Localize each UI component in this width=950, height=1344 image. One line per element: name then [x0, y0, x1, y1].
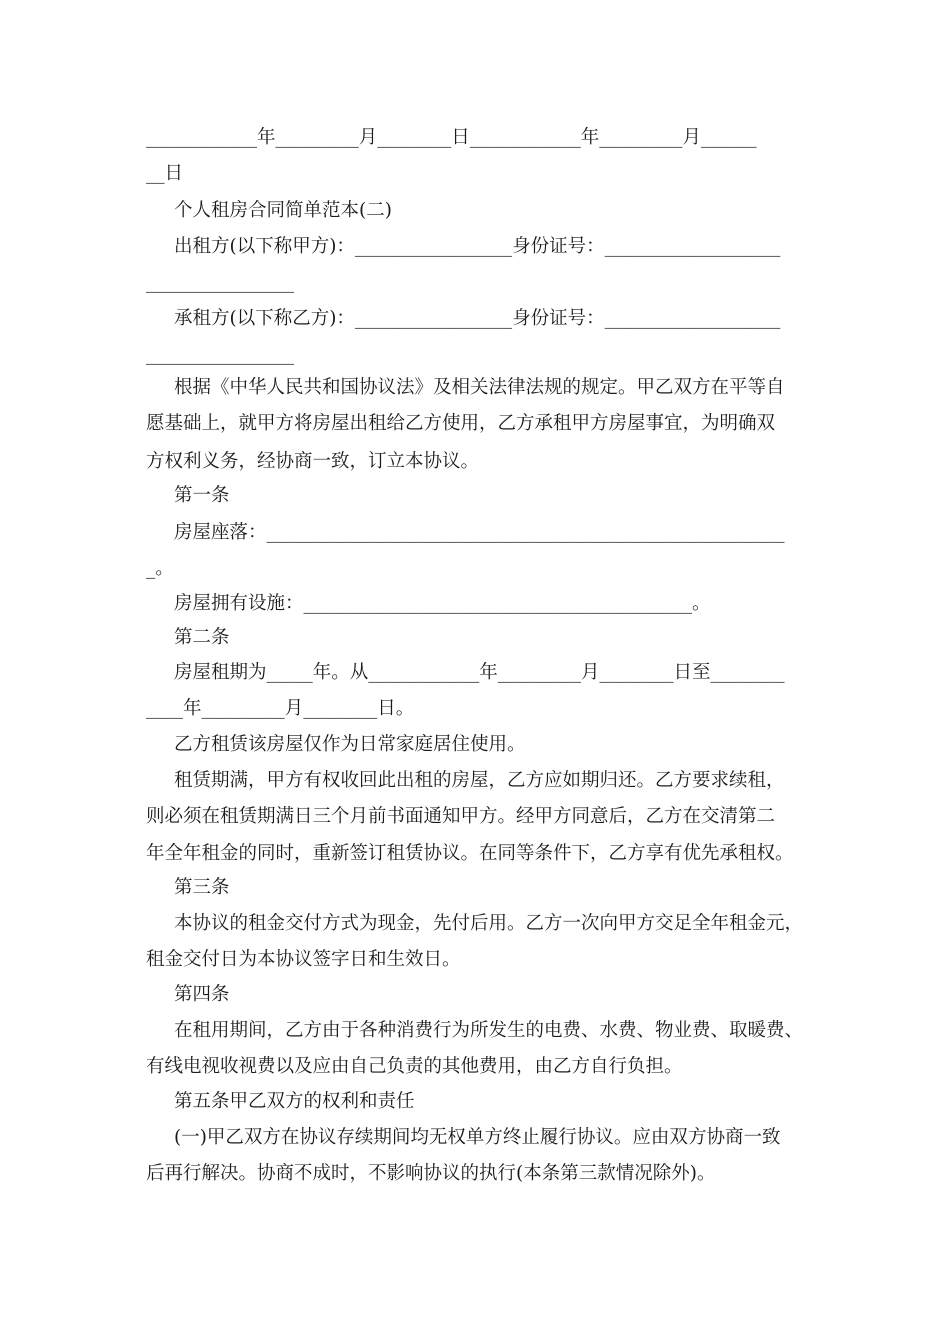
lease-term-line-1: 房屋租期为_____年。从____________年_________月________日至________ — [174, 662, 785, 683]
article-4-heading: 第四条 — [174, 984, 230, 1005]
article-1-heading: 第一条 — [174, 485, 230, 506]
preamble-line-3: 方权利义务，经协商一致，订立本协议。 — [146, 451, 480, 472]
date-line-continued: __日 — [146, 163, 184, 184]
renewal-line-3: 年全年租金的同时，重新签订租赁协议。在同等条件下，乙方享有优先承租权。 — [146, 843, 794, 864]
residential-use: 乙方租赁该房屋仅作为日常家庭居住使用。 — [174, 734, 526, 755]
renewal-line-2: 则必须在租赁期满日三个月前书面通知甲方。经甲方同意后，乙方在交清第二 — [146, 806, 776, 827]
article-2-heading: 第二条 — [174, 627, 230, 648]
preamble-line-2: 愿基础上，就甲方将房屋出租给乙方使用，乙方承租甲方房屋事宜，为明确双 — [146, 413, 776, 434]
payment-line-1: 本协议的租金交付方式为现金，先付后用。乙方一次向甲方交足全年租金元， — [174, 913, 804, 934]
property-facilities: 房屋拥有设施：__________________________________________。 — [174, 593, 711, 614]
property-location: 房屋座落：________________________________________________________ — [174, 522, 785, 543]
payment-line-2: 租金交付日为本协议签字日和生效日。 — [146, 949, 461, 970]
contract-title: 个人租房合同简单范本(二) — [174, 200, 392, 221]
lease-term-line-2: ____年_________月________日。 — [146, 698, 415, 719]
expenses-line-2: 有线电视收视费以及应由自己负责的其他费用，由乙方自行负担。 — [146, 1056, 683, 1077]
rights-line-2: 后再行解决。协商不成时，不影响协议的执行(本条第三款情况除外)。 — [146, 1163, 716, 1184]
expenses-line-1: 在租用期间，乙方由于各种消费行为所发生的电费、水费、物业费、取暖费、 — [174, 1020, 804, 1041]
property-location-continued: _。 — [146, 558, 174, 579]
preamble-line-1: 根据《中华人民共和国协议法》及相关法律法规的规定。甲乙双方在平等自 — [174, 377, 785, 398]
lessee-line: 承租方(以下称乙方)：_________________身份证号：___________________ — [174, 308, 781, 329]
article-3-heading: 第三条 — [174, 877, 230, 898]
renewal-line-1: 租赁期满，甲方有权收回此出租的房屋，乙方应如期归还。乙方要求续租， — [174, 770, 785, 791]
lessor-line: 出租方(以下称甲方)：_________________身份证号：___________________ — [174, 236, 781, 257]
lessor-line-continued: ________________ — [146, 272, 294, 293]
lessee-line-continued: ________________ — [146, 344, 294, 365]
rights-line-1: (一)甲乙双方在协议存续期间均无权单方终止履行协议。应由双方协商一致 — [174, 1127, 781, 1148]
date-line: ____________年_________月________日____________年_________月______ — [146, 127, 757, 148]
article-5-heading: 第五条甲乙双方的权利和责任 — [174, 1091, 415, 1112]
